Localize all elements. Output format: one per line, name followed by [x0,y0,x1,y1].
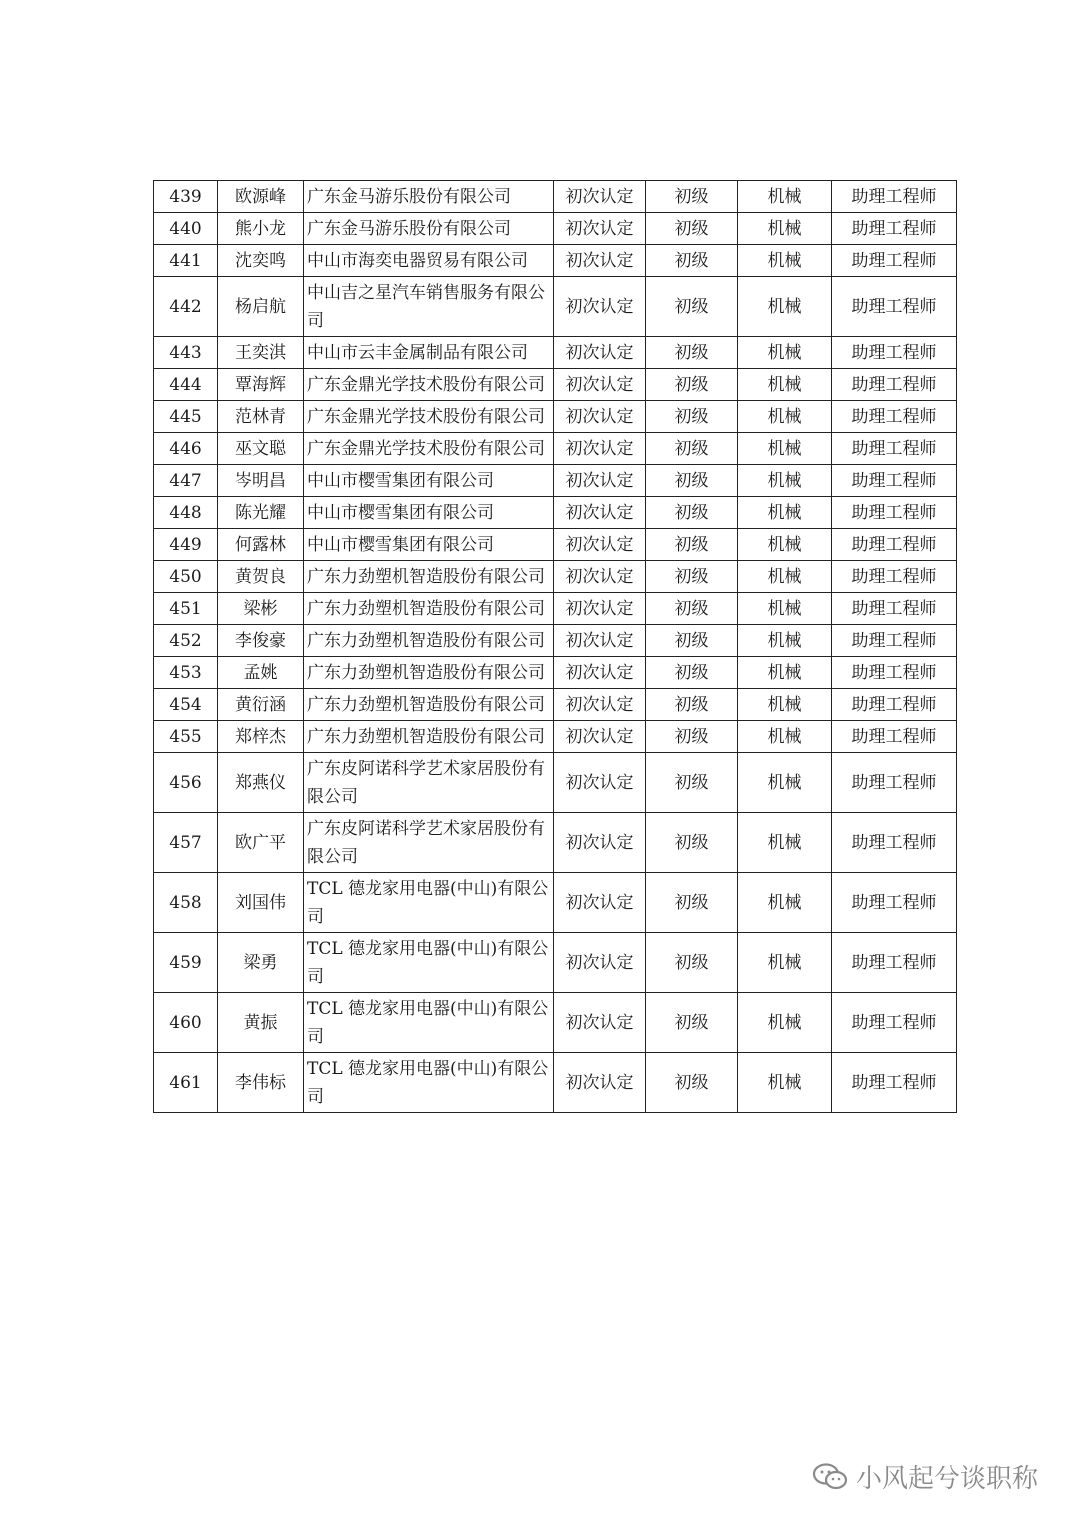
cell-recognition-type: 初次认定 [554,657,646,689]
cell-major: 机械 [738,561,832,593]
cell-major: 机械 [738,213,832,245]
table-row [154,1053,957,1113]
cell-company: 广东金鼎光学技术股份有限公司 [304,433,554,465]
cell-name: 何露林 [218,529,304,561]
table-row [154,873,957,933]
cell-company: 中山吉之星汽车销售服务有限公司 [304,277,554,337]
cell-name: 黄振 [218,993,304,1053]
table-row [154,993,957,1053]
cell-major: 机械 [738,401,832,433]
cell-number: 456 [154,753,218,813]
cell-name: 欧广平 [218,813,304,873]
cell-major: 机械 [738,497,832,529]
cell-recognition-type: 初次认定 [554,181,646,213]
cell-major: 机械 [738,369,832,401]
cell-major: 机械 [738,873,832,933]
cell-level: 初级 [646,933,738,993]
cell-title: 助理工程师 [832,873,957,933]
cell-level: 初级 [646,213,738,245]
cell-number: 443 [154,337,218,369]
cell-title: 助理工程师 [832,813,957,873]
cell-title: 助理工程师 [832,657,957,689]
cell-name: 沈奕鸣 [218,245,304,277]
talent-list-table [153,180,957,1113]
cell-name: 李俊豪 [218,625,304,657]
cell-major: 机械 [738,1053,832,1113]
cell-level: 初级 [646,433,738,465]
cell-major: 机械 [738,529,832,561]
table-row [154,753,957,813]
cell-number: 458 [154,873,218,933]
cell-company: 中山市樱雪集团有限公司 [304,529,554,561]
cell-company: 广东金鼎光学技术股份有限公司 [304,369,554,401]
table-row [154,433,957,465]
cell-name: 孟姚 [218,657,304,689]
table-row [154,813,957,873]
table-row [154,465,957,497]
cell-recognition-type: 初次认定 [554,1053,646,1113]
cell-company: TCL 德龙家用电器(中山)有限公司 [304,1053,554,1113]
cell-level: 初级 [646,277,738,337]
cell-company: 广东金鼎光学技术股份有限公司 [304,401,554,433]
cell-recognition-type: 初次认定 [554,753,646,813]
table-row [154,245,957,277]
cell-name: 梁勇 [218,933,304,993]
cell-recognition-type: 初次认定 [554,873,646,933]
cell-level: 初级 [646,181,738,213]
cell-title: 助理工程师 [832,753,957,813]
cell-recognition-type: 初次认定 [554,277,646,337]
cell-recognition-type: 初次认定 [554,465,646,497]
table-row [154,401,957,433]
cell-number: 460 [154,993,218,1053]
table-row [154,657,957,689]
cell-major: 机械 [738,753,832,813]
cell-title: 助理工程师 [832,1053,957,1113]
cell-name: 王奕淇 [218,337,304,369]
cell-recognition-type: 初次认定 [554,213,646,245]
cell-company: 广东皮阿诺科学艺术家居股份有限公司 [304,753,554,813]
cell-company: 中山市樱雪集团有限公司 [304,465,554,497]
table-row [154,369,957,401]
cell-number: 445 [154,401,218,433]
cell-title: 助理工程师 [832,933,957,993]
table-row [154,529,957,561]
cell-title: 助理工程师 [832,993,957,1053]
cell-number: 442 [154,277,218,337]
cell-title: 助理工程师 [832,245,957,277]
cell-title: 助理工程师 [832,401,957,433]
wechat-icon [812,1462,848,1492]
cell-title: 助理工程师 [832,497,957,529]
cell-recognition-type: 初次认定 [554,245,646,277]
cell-name: 李伟标 [218,1053,304,1113]
cell-number: 441 [154,245,218,277]
cell-major: 机械 [738,433,832,465]
cell-major: 机械 [738,625,832,657]
cell-major: 机械 [738,721,832,753]
cell-company: 广东力劲塑机智造股份有限公司 [304,657,554,689]
cell-company: TCL 德龙家用电器(中山)有限公司 [304,873,554,933]
cell-number: 455 [154,721,218,753]
cell-level: 初级 [646,1053,738,1113]
cell-recognition-type: 初次认定 [554,625,646,657]
cell-title: 助理工程师 [832,561,957,593]
watermark [812,1458,1038,1495]
cell-title: 助理工程师 [832,433,957,465]
cell-level: 初级 [646,753,738,813]
cell-level: 初级 [646,657,738,689]
cell-level: 初级 [646,337,738,369]
cell-major: 机械 [738,337,832,369]
cell-number: 461 [154,1053,218,1113]
cell-level: 初级 [646,593,738,625]
cell-level: 初级 [646,529,738,561]
cell-name: 黄衍涵 [218,689,304,721]
cell-number: 447 [154,465,218,497]
cell-number: 440 [154,213,218,245]
table-row [154,721,957,753]
cell-company: 广东力劲塑机智造股份有限公司 [304,593,554,625]
cell-major: 机械 [738,277,832,337]
cell-name: 覃海辉 [218,369,304,401]
cell-level: 初级 [646,369,738,401]
cell-number: 452 [154,625,218,657]
cell-level: 初级 [646,465,738,497]
cell-recognition-type: 初次认定 [554,337,646,369]
cell-recognition-type: 初次认定 [554,593,646,625]
cell-recognition-type: 初次认定 [554,721,646,753]
cell-name: 陈光耀 [218,497,304,529]
cell-company: 广东力劲塑机智造股份有限公司 [304,721,554,753]
cell-company: 广东力劲塑机智造股份有限公司 [304,561,554,593]
cell-recognition-type: 初次认定 [554,813,646,873]
table-row [154,593,957,625]
cell-level: 初级 [646,873,738,933]
cell-title: 助理工程师 [832,625,957,657]
cell-number: 449 [154,529,218,561]
cell-major: 机械 [738,993,832,1053]
cell-number: 453 [154,657,218,689]
cell-recognition-type: 初次认定 [554,993,646,1053]
cell-level: 初级 [646,813,738,873]
cell-number: 451 [154,593,218,625]
cell-major: 机械 [738,933,832,993]
cell-recognition-type: 初次认定 [554,401,646,433]
cell-title: 助理工程师 [832,369,957,401]
cell-name: 欧源峰 [218,181,304,213]
cell-level: 初级 [646,721,738,753]
table-row [154,213,957,245]
cell-company: TCL 德龙家用电器(中山)有限公司 [304,993,554,1053]
cell-number: 457 [154,813,218,873]
cell-name: 范林青 [218,401,304,433]
cell-level: 初级 [646,561,738,593]
cell-major: 机械 [738,593,832,625]
cell-company: 中山市海奕电器贸易有限公司 [304,245,554,277]
cell-title: 助理工程师 [832,721,957,753]
cell-number: 439 [154,181,218,213]
cell-number: 446 [154,433,218,465]
cell-title: 助理工程师 [832,337,957,369]
table-row [154,689,957,721]
cell-number: 448 [154,497,218,529]
table-row [154,561,957,593]
cell-level: 初级 [646,401,738,433]
watermark-text: 小风起兮谈职称 [856,1464,1039,1494]
cell-title: 助理工程师 [832,213,957,245]
cell-company: 广东力劲塑机智造股份有限公司 [304,625,554,657]
cell-company: 中山市樱雪集团有限公司 [304,497,554,529]
cell-title: 助理工程师 [832,181,957,213]
cell-number: 459 [154,933,218,993]
cell-recognition-type: 初次认定 [554,497,646,529]
cell-number: 444 [154,369,218,401]
cell-company: 广东皮阿诺科学艺术家居股份有限公司 [304,813,554,873]
cell-major: 机械 [738,181,832,213]
cell-name: 刘国伟 [218,873,304,933]
cell-title: 助理工程师 [832,593,957,625]
cell-company: 广东金马游乐股份有限公司 [304,213,554,245]
cell-name: 杨启航 [218,277,304,337]
table-row [154,625,957,657]
cell-company: 中山市云丰金属制品有限公司 [304,337,554,369]
cell-name: 郑燕仪 [218,753,304,813]
cell-recognition-type: 初次认定 [554,933,646,993]
table-row [154,337,957,369]
cell-level: 初级 [646,625,738,657]
table-row [154,933,957,993]
cell-name: 梁彬 [218,593,304,625]
cell-name: 巫文聪 [218,433,304,465]
table-row [154,277,957,337]
cell-recognition-type: 初次认定 [554,433,646,465]
table-row [154,181,957,213]
cell-major: 机械 [738,689,832,721]
cell-name: 黄贺良 [218,561,304,593]
cell-recognition-type: 初次认定 [554,689,646,721]
cell-name: 岑明昌 [218,465,304,497]
cell-company: 广东金马游乐股份有限公司 [304,181,554,213]
cell-level: 初级 [646,497,738,529]
cell-major: 机械 [738,657,832,689]
cell-major: 机械 [738,245,832,277]
cell-number: 450 [154,561,218,593]
cell-level: 初级 [646,689,738,721]
cell-title: 助理工程师 [832,529,957,561]
cell-title: 助理工程师 [832,689,957,721]
cell-number: 454 [154,689,218,721]
cell-company: 广东力劲塑机智造股份有限公司 [304,689,554,721]
table-row [154,497,957,529]
cell-major: 机械 [738,813,832,873]
cell-title: 助理工程师 [832,465,957,497]
cell-recognition-type: 初次认定 [554,369,646,401]
cell-recognition-type: 初次认定 [554,529,646,561]
cell-name: 郑梓杰 [218,721,304,753]
cell-major: 机械 [738,465,832,497]
cell-company: TCL 德龙家用电器(中山)有限公司 [304,933,554,993]
cell-title: 助理工程师 [832,277,957,337]
cell-name: 熊小龙 [218,213,304,245]
cell-level: 初级 [646,993,738,1053]
cell-recognition-type: 初次认定 [554,561,646,593]
cell-level: 初级 [646,245,738,277]
